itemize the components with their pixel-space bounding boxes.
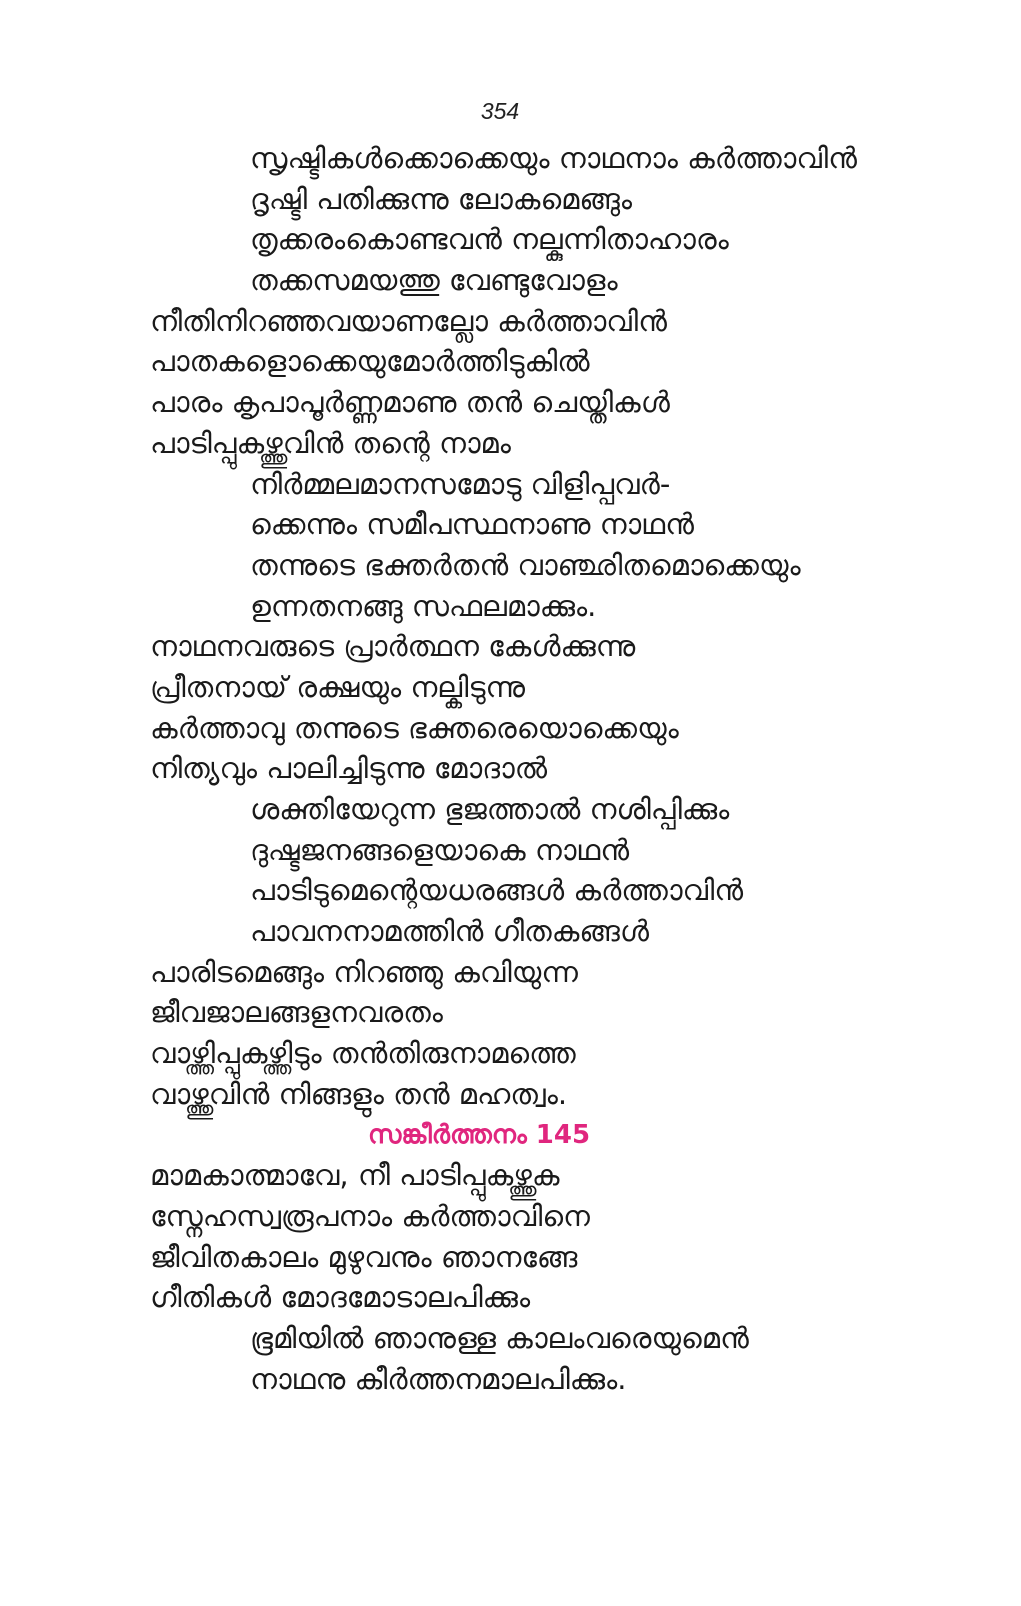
- text-line: സൃഷ്ടികൾക്കൊക്കെയും നാഥനാം കർത്താവിൻ: [250, 141, 857, 175]
- text-line: തക്കസമയത്തു വേണ്ടുവോളം: [250, 263, 618, 298]
- text-line: ദൃഷ്ടി പതിക്കുന്നു ലോകമെങ്ങും: [250, 181, 632, 216]
- text-line: ജീവിതകാലം മുഴുവനും ഞാനങ്ങേ: [150, 1239, 578, 1274]
- text-line: പാരിടമെങ്ങും നിറഞ്ഞു കവിയുന്ന: [150, 954, 578, 989]
- text-line: കർത്താവു തന്നുടെ ഭക്തരെയൊക്കെയും: [150, 710, 679, 745]
- text-line: നാഥനവരുടെ പ്രാർത്ഥന കേൾക്കുന്നു: [150, 629, 636, 664]
- text-line: പാതകളൊക്കെയുമോർത്തിടുകിൽ: [150, 344, 590, 379]
- text-line: നാഥനു കീർത്തനമാലപിക്കും.: [250, 1361, 627, 1396]
- text-line: നിത്യവും പാലിച്ചിടുന്നു മോദാൽ: [150, 751, 548, 786]
- page-number: 354: [480, 98, 520, 124]
- text-line: പാവനനാമത്തിൻ ഗീതകങ്ങൾ: [250, 914, 649, 949]
- text-line: വാഴ്ത്തിപ്പുകഴ്ത്തിടും തൻതിരുനാമത്തെ: [150, 1036, 576, 1071]
- text-line: നിർമ്മലമാനസമോടു വിളിപ്പവർ-: [250, 466, 671, 501]
- text-line: ക്കെന്നും സമീപസ്ഥനാണു നാഥൻ: [250, 507, 694, 542]
- text-line: നീതിനിറഞ്ഞവയാണല്ലോ കർത്താവിൻ: [150, 303, 667, 338]
- text-line: തൃക്കരംകൊണ്ടവൻ നല്കുന്നിതാഹാരം: [250, 222, 729, 257]
- text-line: ശക്തിയേറുന്ന ഭുജത്താൽ നശിപ്പിക്കും: [250, 792, 730, 826]
- text-line: സ്നേഹസ്വരൂപനാം കർത്താവിനെ: [150, 1198, 590, 1233]
- text-line: ഉന്നതനങ്ങു സഫലമാക്കും.: [250, 588, 597, 623]
- psalm-heading: സങ്കീർത്തനം 145: [368, 1119, 591, 1150]
- text-line: പാടിപ്പുകഴ്ത്തുവിൻ തന്റെ നാമം: [150, 425, 511, 460]
- text-line: പാടിടുമെന്റെയധരങ്ങൾ കർത്താവിൻ: [250, 873, 744, 908]
- text-line: പ്രീതനായ് രക്ഷയും നല്കിടുന്നു: [150, 669, 525, 704]
- text-body: [0, 138, 1021, 1399]
- text-line: വാഴ്ത്തുവിൻ നിങ്ങളും തൻ മഹത്വം.: [150, 1076, 568, 1111]
- text-line: ഗീതികൾ മോദമോടാലപിക്കും: [150, 1280, 531, 1315]
- text-line: തന്നുടെ ഭക്തർതൻ വാഞ്ഛിതമൊക്കെയും: [250, 547, 801, 582]
- text-line: പാരം കൃപാപൂർണ്ണമാണു തൻ ചെയ്തികൾ: [150, 385, 670, 420]
- text-line: ഭൂമിയിൽ ഞാനുള്ള കാലംവരെയുമെൻ: [250, 1320, 749, 1355]
- text-line: മാമകാത്മാവേ, നീ പാടിപ്പുകഴ്ത്തുക: [150, 1158, 560, 1193]
- text-line: ദുഷ്ടജനങ്ങളെയാകെ നാഥൻ: [250, 832, 630, 867]
- text-line: ജീവജാലങ്ങളനവരതം: [150, 995, 443, 1030]
